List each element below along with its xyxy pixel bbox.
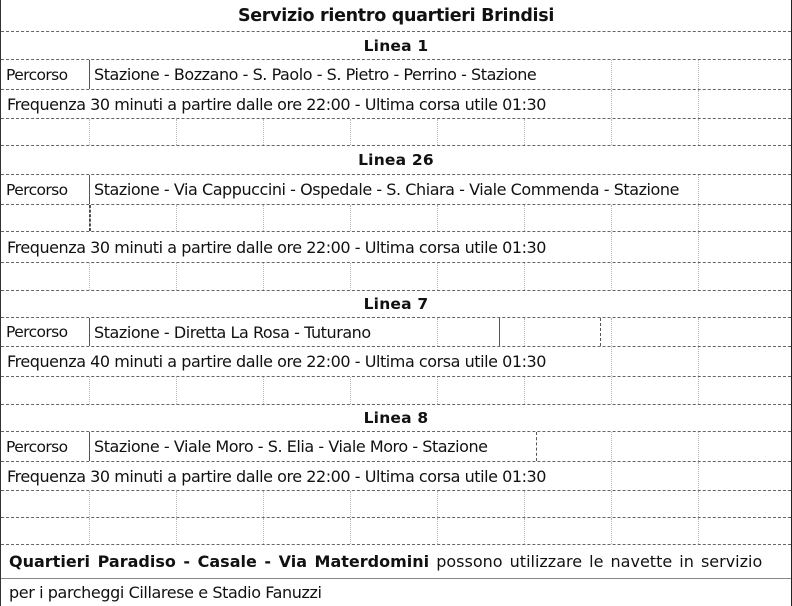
grid-line (89, 518, 90, 544)
grid-line (176, 263, 177, 290)
grid-line (176, 377, 177, 404)
grid-line (611, 462, 612, 490)
grid-line (524, 491, 525, 517)
grid-line (698, 60, 699, 89)
empty-row (1, 377, 791, 405)
grid-line (524, 263, 525, 290)
grid-line (437, 491, 438, 517)
note-text: possono utilizzare le navette in servizio (429, 552, 763, 571)
grid-line (611, 377, 612, 404)
grid-line (350, 377, 351, 404)
line-header-row (1, 405, 791, 432)
grid-line (437, 518, 438, 544)
empty-row (1, 491, 791, 518)
grid-line (350, 491, 351, 517)
grid-line (263, 119, 264, 145)
route-text: Stazione - Diretta La Rosa - Tuturano (89, 318, 371, 346)
note-line-1 (1, 545, 791, 579)
grid-line (263, 205, 264, 231)
frequency-row (1, 232, 791, 263)
grid-line (698, 377, 699, 404)
grid-line (611, 60, 612, 89)
grid-line (263, 377, 264, 404)
empty-row (1, 119, 791, 146)
grid-line (698, 90, 699, 118)
grid-line (611, 90, 612, 118)
frequency-text: Frequenza 40 minuti a partire dalle ore 22:00 - Ultima corsa utile 01:30 (7, 347, 548, 376)
selected-cell (499, 318, 601, 346)
grid-line (524, 377, 525, 404)
grid-line (611, 347, 612, 376)
grid-line (89, 119, 90, 145)
line-title: Linea 7 (363, 295, 429, 313)
grid-line (698, 232, 699, 262)
line-header-row (1, 32, 791, 60)
grid-line (263, 263, 264, 290)
line-title: Linea 8 (363, 409, 429, 427)
grid-line (176, 491, 177, 517)
route-label: Percorso (1, 60, 89, 89)
grid-line (698, 491, 699, 517)
route-text: Stazione - Bozzano - S. Paolo - S. Pietro - Perrino - Stazione (89, 60, 540, 89)
grid-line (350, 119, 351, 145)
grid-line (437, 318, 438, 346)
grid-line (611, 205, 612, 231)
route-row (1, 432, 791, 462)
line-title: Linea 1 (363, 36, 429, 55)
grid-line (350, 518, 351, 544)
grid-line (89, 263, 90, 290)
route-label: Percorso (1, 175, 89, 204)
grid-line (524, 518, 525, 544)
route-label: Percorso (1, 432, 89, 461)
grid-line (350, 205, 351, 231)
grid-line (698, 263, 699, 290)
line-header-row (1, 291, 791, 318)
title-row (1, 0, 791, 32)
grid-line (698, 119, 699, 145)
frequency-text: Frequenza 30 minuti a partire dalle ore 22:00 - Ultima corsa utile 01:30 (7, 232, 548, 262)
frequency-text: Frequenza 30 minuti a partire dalle ore 22:00 - Ultima corsa utile 01:30 (7, 462, 548, 490)
grid-line (437, 205, 438, 231)
empty-row (1, 518, 791, 545)
grid-line (611, 232, 612, 262)
grid-line (698, 518, 699, 544)
grid-line (698, 205, 699, 231)
grid-line (176, 119, 177, 145)
grid-line (176, 205, 177, 231)
page-title: Servizio rientro quartieri Brindisi (237, 5, 555, 26)
route-row (1, 175, 791, 205)
note-bold-text: Quartieri Paradiso - Casale - Via Materdomini (9, 552, 430, 571)
route-row (1, 60, 791, 90)
line-header-row (1, 146, 791, 175)
frequency-row (1, 90, 791, 119)
empty-row (1, 263, 791, 291)
grid-line (89, 491, 90, 517)
route-label: Percorso (1, 318, 89, 346)
grid-line (263, 491, 264, 517)
grid-line (698, 462, 699, 490)
grid-line (698, 432, 699, 461)
grid-line (437, 263, 438, 290)
grid-line (524, 119, 525, 145)
grid-line (698, 175, 699, 204)
grid-line (611, 491, 612, 517)
frequency-row (1, 347, 791, 377)
grid-line (437, 377, 438, 404)
grid-line (698, 318, 699, 346)
grid-line (611, 119, 612, 145)
grid-line (437, 119, 438, 145)
frequency-text: Frequenza 30 minuti a partire dalle ore 22:00 - Ultima corsa utile 01:30 (7, 90, 548, 118)
grid-line (611, 518, 612, 544)
grid-line (611, 263, 612, 290)
grid-line (263, 518, 264, 544)
note-line-2 (1, 579, 791, 606)
route-row (1, 318, 791, 347)
empty-row (1, 205, 791, 232)
grid-line (89, 377, 90, 404)
grid-line (698, 347, 699, 376)
note-text-2: per i parcheggi Cillarese e Stadio Fanuzzi (9, 583, 322, 602)
grid-line (350, 263, 351, 290)
line-title: Linea 26 (358, 151, 434, 169)
route-text: Stazione - Viale Moro - S. Elia - Viale Moro - Stazione (89, 432, 537, 461)
route-text: Stazione - Via Cappuccini - Ospedale - S. Chiara - Viale Commenda - Stazione (89, 175, 679, 204)
frequency-row (1, 462, 791, 491)
grid-line (611, 432, 612, 461)
grid-line (524, 205, 525, 231)
grid-line (176, 518, 177, 544)
grid-line (611, 318, 612, 346)
